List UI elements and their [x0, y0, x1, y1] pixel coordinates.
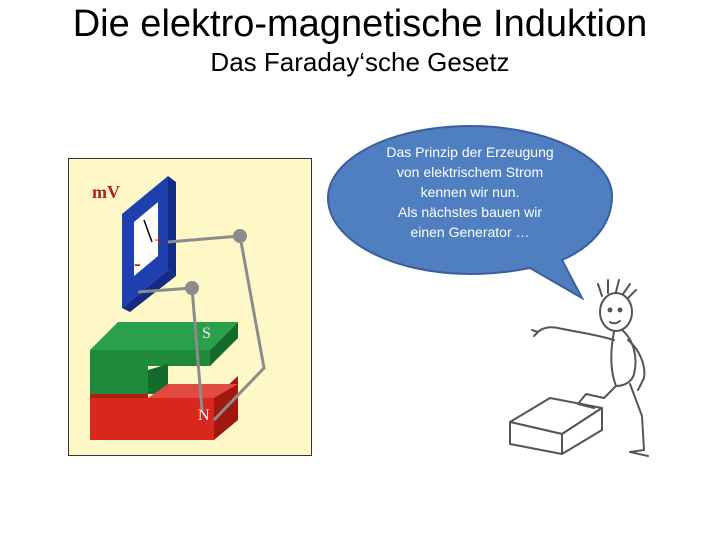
figure-head [598, 280, 636, 331]
speech-bubble-text [370, 142, 570, 242]
speech-line: kennen wir nun. [420, 184, 520, 200]
speech-line: Das Prinzip der Erzeugung [386, 144, 554, 160]
meter-plus-label: + [154, 230, 165, 250]
wire-terminal [185, 281, 199, 295]
speech-line: Als nächstes bauen wir [398, 204, 542, 220]
induction-diagram [68, 158, 312, 456]
meter-unit-label: mV [92, 182, 120, 202]
speech-line: einen Generator … [410, 224, 530, 240]
speech-line: von elektrischem Strom [396, 164, 544, 180]
north-pole-label: N [198, 407, 210, 424]
wire-terminal [233, 229, 247, 243]
south-pole-label: S [202, 325, 211, 342]
slide-title: Die elektro-magnetische Induktion [72, 3, 648, 45]
meter-minus-label: - [134, 253, 141, 275]
slide-subtitle: Das Faraday‘sche Gesetz [210, 47, 510, 77]
cartoon-figure [498, 274, 698, 464]
